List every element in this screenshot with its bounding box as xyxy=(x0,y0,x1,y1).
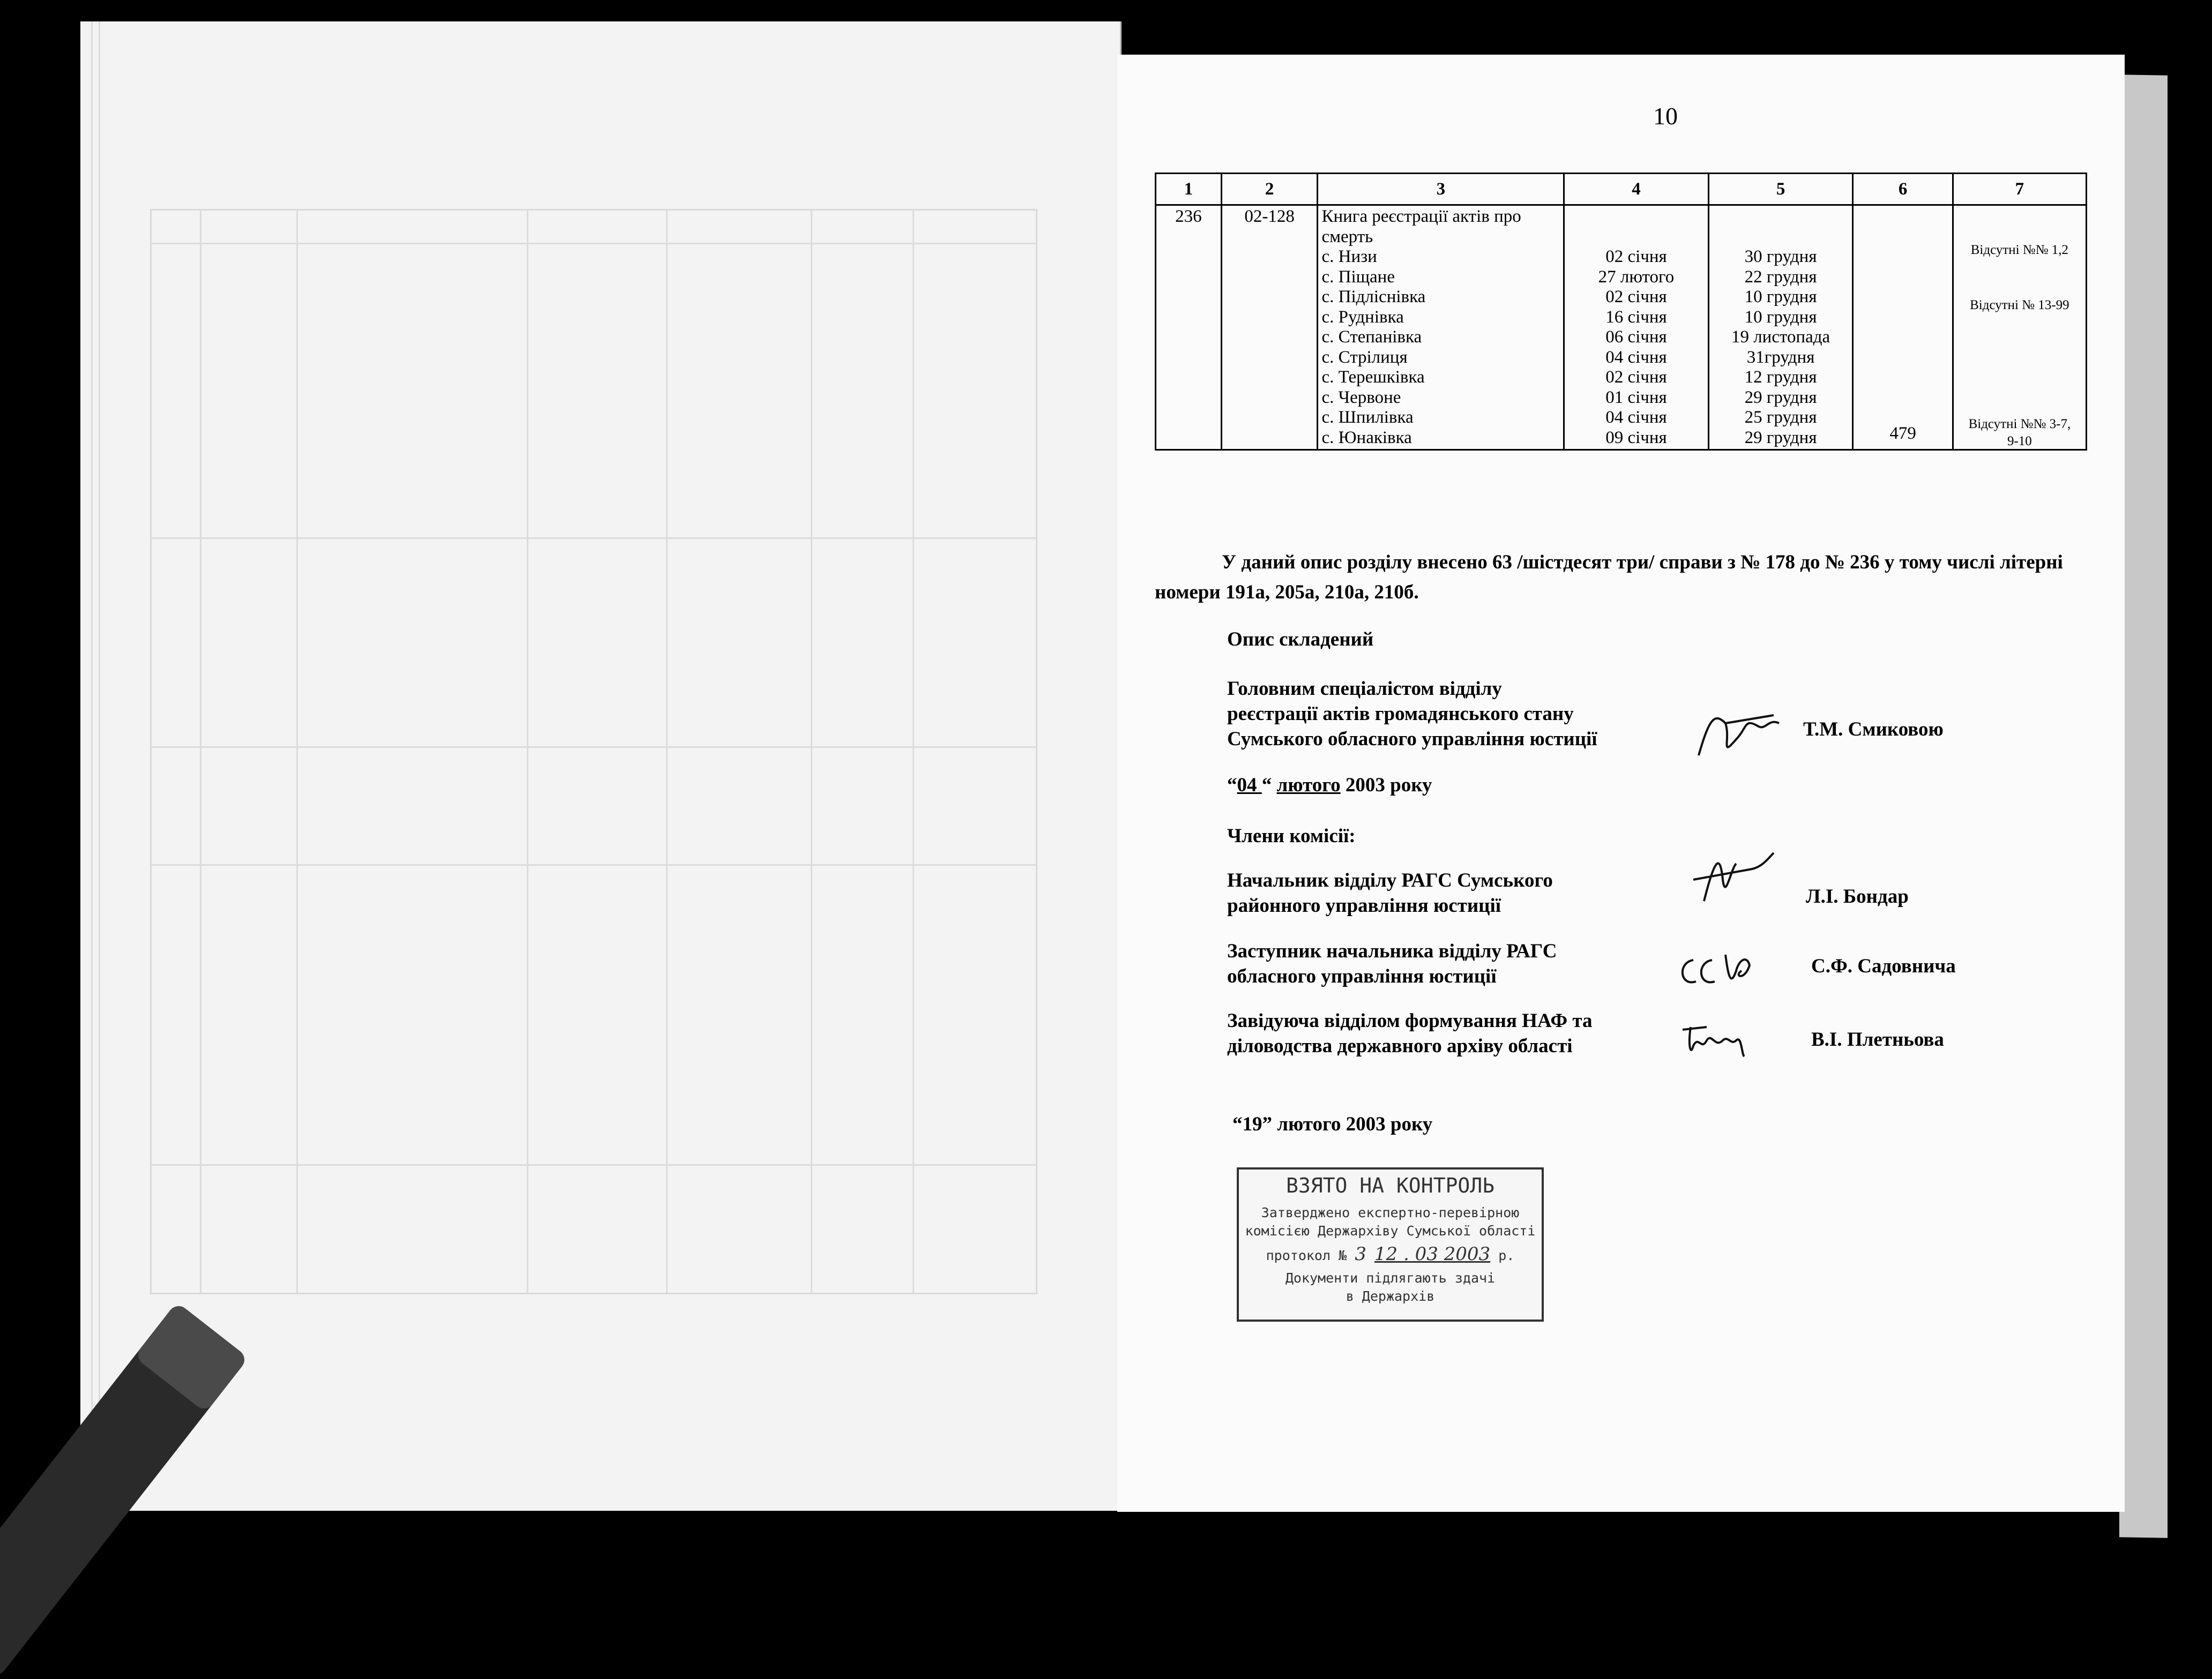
start-date: 06 січня xyxy=(1605,327,1667,347)
village: с. Руднівка xyxy=(1321,307,1404,327)
left-page xyxy=(80,21,1122,1511)
page-edge xyxy=(91,21,93,1511)
col-header: 5 xyxy=(1708,174,1853,205)
col-header: 4 xyxy=(1564,174,1709,205)
start-date: 04 січня xyxy=(1605,347,1667,367)
note: Відсутні №№ 3-7, 9-10 xyxy=(1968,417,2071,448)
member-name: С.Ф. Садовнича xyxy=(1811,955,1956,977)
signature-bondar xyxy=(1683,848,1779,912)
notes xyxy=(1953,205,2086,450)
member-position: Начальник відділу РАГС Сумського районного управління юстиції xyxy=(1227,870,1553,917)
sheets-count xyxy=(1853,205,1953,450)
end-date: 22 грудня xyxy=(1744,267,1817,287)
col-header: 7 xyxy=(1953,174,2086,205)
commission-date: “19” лютого 2003 року xyxy=(1232,1113,1433,1135)
note: Відсутні № 13-99 xyxy=(1970,298,2069,312)
start-date: 02 січня xyxy=(1605,287,1667,306)
signature-pletnova xyxy=(1675,1014,1766,1067)
start-date: 09 січня xyxy=(1605,428,1667,447)
village: с. Стрілиця xyxy=(1321,347,1408,367)
stamp-line: Затверджено експертно-перевірною xyxy=(1261,1205,1520,1220)
table-header-row xyxy=(1156,174,2087,205)
right-page xyxy=(1117,55,2125,1512)
village: с. Терешківка xyxy=(1321,368,1425,387)
village: с. Низи xyxy=(1321,247,1377,266)
summary-paragraph: У даний опис розділу внесено 63 /шістдесят три/ справи з № 178 до № 236 у тому числі літерні номери 191а, 205а, 210а, 210б. xyxy=(1155,551,2063,603)
start-date: 02 січня xyxy=(1605,247,1667,266)
end-date: 10 грудня xyxy=(1744,307,1817,327)
start-date: 02 січня xyxy=(1605,368,1667,387)
start-date: 16 січня xyxy=(1605,307,1667,327)
page-stack-edge xyxy=(2119,74,2168,1538)
start-date: 27 лютого xyxy=(1598,267,1675,287)
inventory-table xyxy=(1155,173,2087,451)
compiled-date: “04 “ лютого 2003 року xyxy=(1227,774,1432,796)
end-date: 30 грудня xyxy=(1744,247,1817,266)
member-name: Л.І. Бондар xyxy=(1806,886,1909,908)
title-line: смерть xyxy=(1321,227,1373,246)
stamp-protocol: протокол № 3 12 . 03 2003 р. xyxy=(1266,1243,1515,1265)
stamp-title: ВЗЯТО НА КОНТРОЛЬ xyxy=(1286,1174,1494,1197)
stamp-line: в Держархів xyxy=(1346,1288,1435,1304)
village: с. Юнаківка xyxy=(1321,428,1412,447)
note: Відсутні №№ 1,2 xyxy=(1970,243,2069,257)
village: с. Піщане xyxy=(1321,267,1395,287)
end-date: 10 грудня xyxy=(1744,287,1817,306)
col-header: 3 xyxy=(1318,174,1564,205)
end-date: 25 грудня xyxy=(1744,408,1817,427)
stamp-line: комісією Держархіву Сумської області xyxy=(1245,1223,1536,1239)
compiled-heading: Опис складений xyxy=(1227,628,1374,650)
end-dates xyxy=(1708,205,1853,450)
bleed-through-table xyxy=(150,209,1037,1294)
village: с. Шпилівка xyxy=(1321,408,1414,427)
member-position: Завідуюча відділом формування НАФ та діловодства державного архіву області xyxy=(1227,1010,1593,1057)
signature-sadovnycha xyxy=(1675,939,1766,998)
end-date: 12 грудня xyxy=(1744,368,1817,387)
member-position: Заступник начальника відділу РАГС обласного управління юстиції xyxy=(1227,940,1557,987)
page-edge xyxy=(99,21,100,1511)
village: с. Підліснівка xyxy=(1321,287,1426,306)
sheets-value: 479 xyxy=(1889,424,1916,443)
start-date: 01 січня xyxy=(1605,387,1667,407)
commission-heading: Члени комісії: xyxy=(1227,825,1356,847)
compiler-position: Головним спеціалістом відділу реєстрації актів громадянського стану Сумського обласного управління юстиції xyxy=(1227,678,1597,750)
case-index: 02-128 xyxy=(1221,205,1318,450)
control-stamp xyxy=(1237,1167,1544,1322)
col-header: 2 xyxy=(1221,174,1318,205)
case-title xyxy=(1318,205,1564,450)
end-date: 29 грудня xyxy=(1744,387,1817,407)
case-number: 236 xyxy=(1156,205,1222,450)
compiler-name: Т.М. Смиковою xyxy=(1803,718,1944,740)
signature-smykova xyxy=(1693,707,1795,766)
title-line: Книга реєстрації актів про xyxy=(1321,207,1521,226)
table-row xyxy=(1156,205,2087,450)
end-date: 31грудня xyxy=(1746,347,1815,367)
page-number: 10 xyxy=(1653,102,1678,130)
start-date: 04 січня xyxy=(1605,408,1667,427)
member-name: В.І. Плетньова xyxy=(1811,1029,1944,1051)
village: с. Червоне xyxy=(1321,387,1401,407)
col-header: 6 xyxy=(1853,174,1953,205)
end-date: 19 листопада xyxy=(1731,327,1830,347)
col-header: 1 xyxy=(1156,174,1222,205)
end-date: 29 грудня xyxy=(1744,428,1817,447)
start-dates xyxy=(1564,205,1709,450)
village: с. Степанівка xyxy=(1321,327,1422,347)
stamp-line: Документи підлягають здачі xyxy=(1285,1270,1496,1286)
